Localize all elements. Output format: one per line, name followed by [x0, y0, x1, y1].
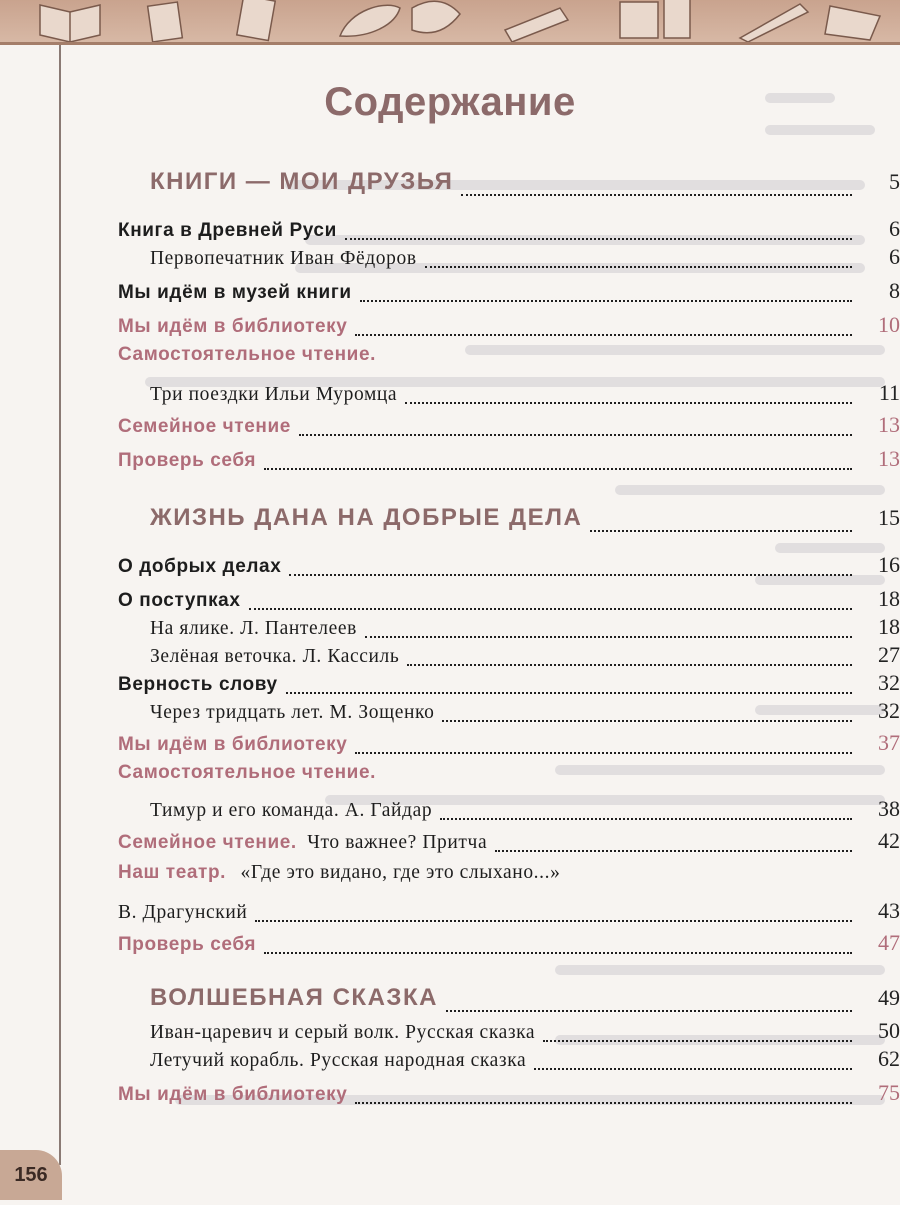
dot-leader	[543, 1040, 852, 1042]
page-ref: 6	[889, 216, 900, 241]
page-ref: 13	[878, 446, 900, 471]
page-ref: 15	[878, 505, 900, 530]
toc-entry[interactable]	[0, 862, 900, 892]
toc-entry[interactable]	[0, 344, 900, 374]
dot-leader	[264, 952, 852, 954]
entry-label: В. Драгунский	[118, 902, 248, 923]
page-ref: 43	[878, 898, 900, 923]
page-ref: 49	[878, 985, 900, 1010]
toc-entry[interactable]	[0, 446, 900, 476]
entry-label: Наш театр.	[118, 862, 227, 883]
dot-leader	[405, 402, 852, 404]
entry-label: Иван-царевич и серый волк. Русская сказка	[150, 1022, 536, 1043]
page-number: 156	[14, 1163, 48, 1186]
toc-entry[interactable]	[0, 730, 900, 760]
entry-label: Самостоятельное чтение.	[118, 344, 376, 365]
toc-entry[interactable]	[0, 614, 900, 644]
page-ref: 18	[878, 614, 900, 639]
section-title: ЖИЗНЬ ДАНА НА ДОБРЫЕ ДЕЛА	[150, 504, 583, 531]
toc-entry[interactable]	[0, 1018, 900, 1048]
toc-entry[interactable]	[0, 1046, 900, 1076]
dot-leader	[286, 692, 852, 694]
entry-label: Мы идём в библиотеку	[118, 734, 348, 755]
page-ref: 75	[878, 1080, 900, 1105]
dot-leader	[534, 1068, 852, 1070]
toc-entry[interactable]	[0, 278, 900, 308]
entry-label: Мы идём в музей книги	[118, 282, 352, 303]
toc-section-heading[interactable]	[0, 168, 900, 202]
entry-label: Мы идём в библиотеку	[118, 1084, 348, 1105]
entry-label: Первопечатник Иван Фёдоров	[150, 248, 417, 269]
dot-leader	[425, 266, 852, 268]
page-ref: 27	[878, 642, 900, 667]
page-ref: 37	[878, 730, 900, 755]
dot-leader	[289, 574, 852, 576]
page-ref: 5	[889, 169, 900, 194]
dot-leader	[442, 720, 852, 722]
entry-label-secondary: «Где это видано, где это слыхано...»	[240, 862, 561, 883]
dot-leader	[590, 530, 852, 532]
page-ref: 42	[878, 828, 900, 853]
dot-leader	[440, 818, 852, 820]
entry-label: Семейное чтение	[118, 416, 291, 437]
dot-leader	[360, 300, 852, 302]
entry-label-group	[0, 832, 487, 854]
page-ref: 38	[878, 796, 900, 821]
dot-leader	[255, 920, 852, 922]
toc-entry[interactable]	[0, 312, 900, 342]
section-title: КНИГИ — МОИ ДРУЗЬЯ	[150, 168, 454, 195]
toc-entry[interactable]	[0, 898, 900, 928]
entry-label: Книга в Древней Руси	[118, 220, 337, 241]
toc-entry[interactable]	[0, 762, 900, 792]
entry-label: Летучий корабль. Русская народная сказка	[150, 1050, 527, 1071]
toc-entry[interactable]	[0, 642, 900, 672]
entry-label: Проверь себя	[118, 450, 257, 471]
page-ref: 47	[878, 930, 900, 955]
page-ref: 32	[878, 698, 900, 723]
page-title: Содержание	[324, 80, 576, 124]
entry-label: Три поездки Ильи Муромца	[150, 384, 398, 405]
page-ref: 13	[878, 412, 900, 437]
entry-label-group	[0, 862, 560, 884]
entry-label: На ялике. Л. Пантелеев	[150, 618, 357, 639]
entry-label: Семейное чтение.	[118, 832, 297, 853]
dot-leader	[345, 238, 852, 240]
page-ref: 10	[878, 312, 900, 337]
toc-entry[interactable]	[0, 552, 900, 582]
page-ref: 62	[878, 1046, 900, 1071]
toc-entry[interactable]	[0, 698, 900, 728]
toc-entry[interactable]	[0, 930, 900, 960]
toc-section-heading[interactable]	[0, 504, 900, 538]
entry-label: Мы идём в библиотеку	[118, 316, 348, 337]
page-ref: 16	[878, 552, 900, 577]
page-ref: 18	[878, 586, 900, 611]
page-ref: 50	[878, 1018, 900, 1043]
page-ref: 11	[878, 380, 900, 405]
toc-entry[interactable]	[0, 828, 900, 858]
entry-label: О поступках	[118, 590, 241, 611]
page-number-tab	[0, 1150, 62, 1200]
entry-label: Верность слову	[118, 674, 278, 695]
toc-entry[interactable]	[0, 380, 900, 410]
dot-leader	[355, 752, 852, 754]
toc-entry[interactable]	[0, 796, 900, 826]
toc-section-heading[interactable]	[0, 984, 900, 1018]
dot-leader	[446, 1010, 852, 1012]
page-ref: 6	[889, 244, 900, 269]
entry-label: Тимур и его команда. А. Гайдар	[150, 800, 433, 821]
toc-entry[interactable]	[0, 670, 900, 700]
dot-leader	[495, 850, 852, 852]
toc-entry[interactable]	[0, 412, 900, 442]
dot-leader	[299, 434, 852, 436]
entry-label: Проверь себя	[118, 934, 257, 955]
page-ref: 8	[889, 278, 900, 303]
toc-entry[interactable]	[0, 1080, 900, 1110]
dot-leader	[355, 1102, 852, 1104]
toc-entry[interactable]	[0, 216, 900, 246]
dot-leader	[264, 468, 852, 470]
entry-label-secondary: Что важнее? Притча	[307, 832, 488, 853]
entry-label: О добрых делах	[118, 556, 282, 577]
dot-leader	[355, 334, 852, 336]
dot-leader	[461, 194, 852, 196]
section-title: ВОЛШЕБНАЯ СКАЗКА	[150, 984, 438, 1011]
dot-leader	[249, 608, 852, 610]
page-ref: 32	[878, 670, 900, 695]
entry-label: Самостоятельное чтение.	[118, 762, 376, 783]
dot-leader	[407, 664, 852, 666]
toc-entry[interactable]	[0, 586, 900, 616]
entry-label: Через тридцать лет. М. Зощенко	[150, 702, 435, 723]
entry-label: Зелёная веточка. Л. Кассиль	[150, 646, 400, 667]
dot-leader	[365, 636, 852, 638]
toc-entry[interactable]	[0, 244, 900, 274]
